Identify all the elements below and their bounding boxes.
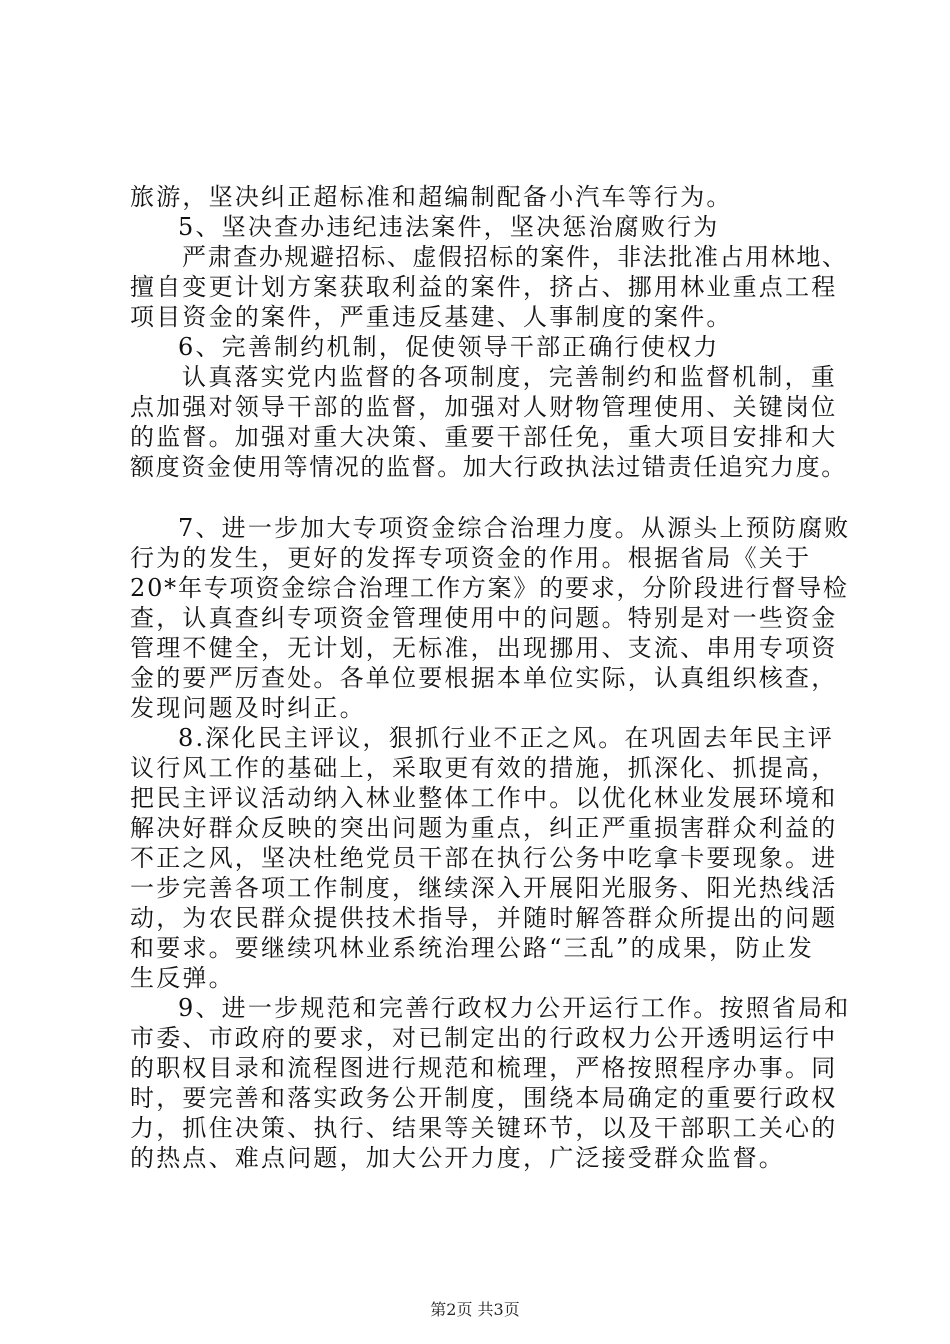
text-line: 解决好群众反映的突出问题为重点，纠正严重损害群众利益的 <box>130 814 838 842</box>
text-line: 生反弹。 <box>130 964 235 992</box>
text-line: 项目资金的案件，严重违反基建、人事制度的案件。 <box>130 303 733 331</box>
text-line: 20*年专项资金综合治理工作方案》的要求，分阶段进行督导检 <box>130 574 849 602</box>
section-heading: 5、坚决查办违纪违法案件，坚决惩治腐败行为 <box>178 213 720 241</box>
text-line: 一步完善各项工作制度，继续深入开展阳光服务、阳光热线活 <box>130 874 838 902</box>
text-line: 7、进一步加大专项资金综合治理力度。从源头上预防腐败 <box>178 514 851 542</box>
text-line: 议行风工作的基础上，采取更有效的措施，抓深化、抓提高， <box>130 754 838 782</box>
text-line: 把民主评议活动纳入林业整体工作中。以优化林业发展环境和 <box>130 784 838 812</box>
text-line: 的监督。加强对重大决策、重要干部任免，重大项目安排和大 <box>130 423 838 451</box>
text-line: 的热点、难点问题，加大公开力度，广泛接受群众监督。 <box>130 1144 785 1172</box>
text-line: 不正之风，坚决杜绝党员干部在执行公务中吃拿卡要现象。进 <box>130 844 838 872</box>
text-line: 严肃查办规避招标、虚假招标的案件，非法批准占用林地、 <box>182 243 848 271</box>
text-line: 时，要完善和落实政务公开制度，围绕本局确定的重要行政权 <box>130 1084 838 1112</box>
section-heading: 6、完善制约机制，促使领导干部正确行使权力 <box>178 333 720 361</box>
text-line: 8.深化民主评议，狠抓行业不正之风。在巩固去年民主评 <box>178 724 835 752</box>
text-line: 旅游，坚决纠正超标准和超编制配备小汽车等行为。 <box>130 183 733 211</box>
text-line: 市委、市政府的要求，对已制定出的行政权力公开透明运行中 <box>130 1024 838 1052</box>
text-line: 行为的发生，更好的发挥专项资金的作用。根据省局《关于 <box>130 544 812 572</box>
text-line: 力，抓住决策、执行、结果等关键环节，以及干部职工关心的 <box>130 1114 838 1142</box>
text-line: 擅自变更计划方案获取利益的案件，挤占、挪用林业重点工程 <box>130 273 838 301</box>
text-line: 发现问题及时纠正。 <box>130 694 366 722</box>
text-line: 查，认真查纠专项资金管理使用中的问题。特别是对一些资金 <box>130 604 838 632</box>
text-line: 金的要严厉查处。各单位要根据本单位实际，认真组织核查， <box>130 664 838 692</box>
text-line: 认真落实党内监督的各项制度，完善制约和监督机制，重 <box>182 363 837 391</box>
text-line: 9、进一步规范和完善行政权力公开运行工作。按照省局和 <box>178 994 851 1022</box>
text-line: 点加强对领导干部的监督，加强对人财物管理使用、关键岗位 <box>130 393 838 421</box>
text-line: 额度资金使用等情况的监督。加大行政执法过错责任追究力度。 <box>130 453 847 481</box>
text-line: 管理不健全，无计划，无标准，出现挪用、支流、串用专项资 <box>130 634 838 662</box>
text-line: 的职权目录和流程图进行规范和梳理，严格按照程序办事。同 <box>130 1054 838 1082</box>
page-number-footer: 第2页 共3页 <box>430 1300 520 1319</box>
text-line: 和要求。要继续巩林业系统治理公路“三乱”的成果，防止发 <box>130 934 814 962</box>
text-line: 动，为农民群众提供技术指导，并随时解答群众所提出的问题 <box>130 904 838 932</box>
